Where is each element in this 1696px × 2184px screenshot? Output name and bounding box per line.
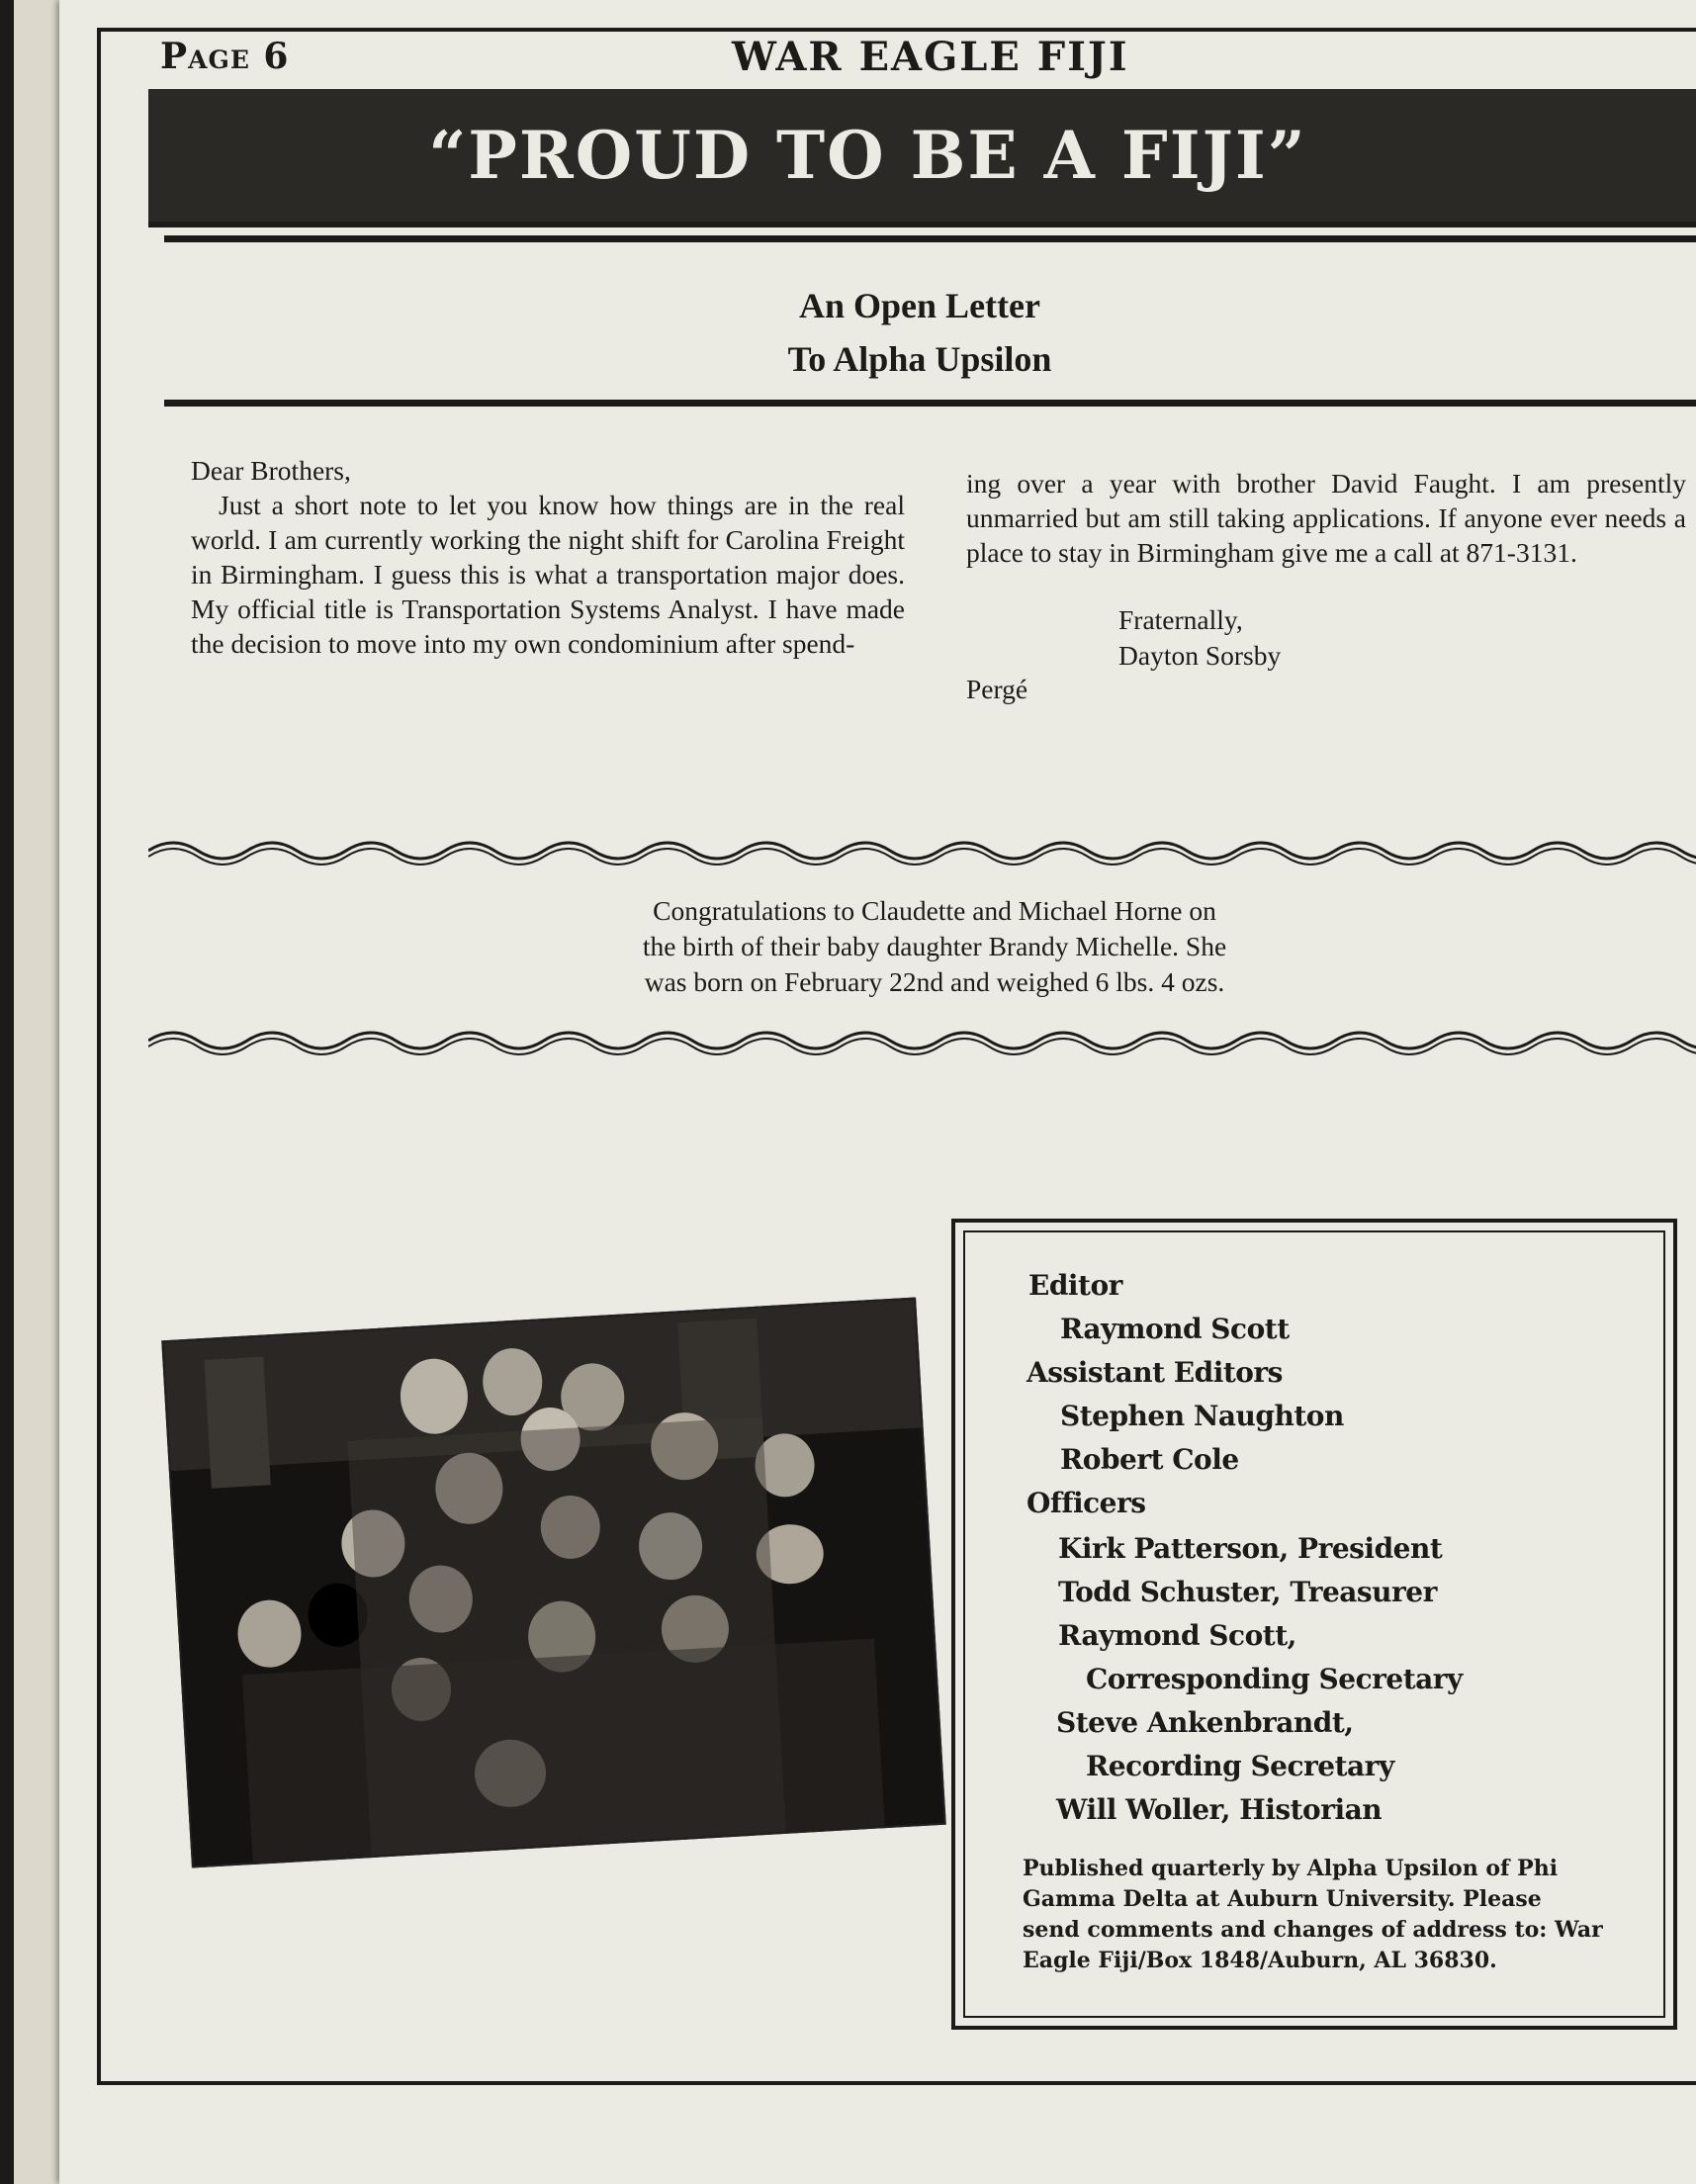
officer-recording-title: Recording Secretary — [1086, 1750, 1394, 1782]
section-banner — [148, 89, 1696, 228]
publication-note: Published quarterly by Alpha Upsilon of Phi Gamma Delta at Auburn University. Please send comments and changes of address to: War Eagle Fiji/Box 1848/Auburn, AL 36830. — [1023, 1856, 1603, 1973]
assistant-editor-1: Stephen Naughton — [1060, 1400, 1344, 1432]
congrats-line-3: was born on February 22nd and weighed 6 lbs. 4 ozs. — [644, 966, 1225, 997]
officer-recording-name: Steve Ankenbrandt, — [1056, 1706, 1354, 1739]
congratulations-note — [569, 893, 1300, 1000]
letter-column-left — [191, 453, 905, 661]
officer-treasurer: Todd Schuster, Treasurer — [1058, 1576, 1437, 1608]
letter-column-right — [966, 466, 1686, 570]
banner-title: “PROUD TO BE A FIJI” — [428, 117, 1307, 194]
salutation: Dear Brothers, — [191, 455, 351, 486]
page-number: Page 6 — [160, 36, 290, 77]
assistant-editor-2: Robert Cole — [1060, 1443, 1239, 1476]
publication-title: WAR EAGLE FIJI — [732, 34, 1129, 80]
group-photo — [161, 1297, 945, 1867]
officer-corresponding-name: Raymond Scott, — [1058, 1619, 1296, 1652]
signature: Dayton Sorsby — [1118, 640, 1282, 671]
assistant-editors-heading: Assistant Editors — [1027, 1356, 1283, 1389]
officer-historian: Will Woller, Historian — [1056, 1793, 1383, 1826]
letter-body-right: ing over a year with brother David Faught. I am presently unmarried but am still taking applications. If anyone ever needs a place to stay in Birmingham give me a call at 871-3131. — [966, 468, 1686, 568]
officers-heading: Officers — [1027, 1487, 1146, 1519]
congrats-line-2: the birth of their baby daughter Brandy Michelle. She — [642, 931, 1227, 961]
letter-title-line2: To Alpha Upsilon — [787, 339, 1052, 379]
officer-corresponding-title: Corresponding Secretary — [1086, 1663, 1463, 1695]
ribbon-divider-icon — [148, 829, 1696, 872]
rule-bottom — [164, 400, 1696, 407]
letter-body-left: Just a short note to let you know how things are in the real world. I am currently working the night shift for Carolina Freight in Birmingham. I guess this is what a transportation major does. My official title is Transportation Systems Analyst. I have made the decision to move into my own condominium after spend- — [191, 490, 905, 659]
letter-title-line1: An Open Letter — [799, 286, 1040, 325]
editor-name: Raymond Scott — [1060, 1313, 1290, 1345]
editor-heading: Editor — [1028, 1269, 1122, 1302]
ribbon-divider-icon — [148, 1019, 1696, 1062]
sign-off: Pergé — [966, 674, 1028, 704]
closing: Fraternally, — [1118, 604, 1243, 635]
officer-president: Kirk Patterson, President — [1058, 1532, 1443, 1565]
group-photo-icon — [163, 1300, 943, 1866]
rule-top — [164, 235, 1696, 242]
congrats-line-1: Congratulations to Claudette and Michael Horne on — [653, 895, 1216, 926]
